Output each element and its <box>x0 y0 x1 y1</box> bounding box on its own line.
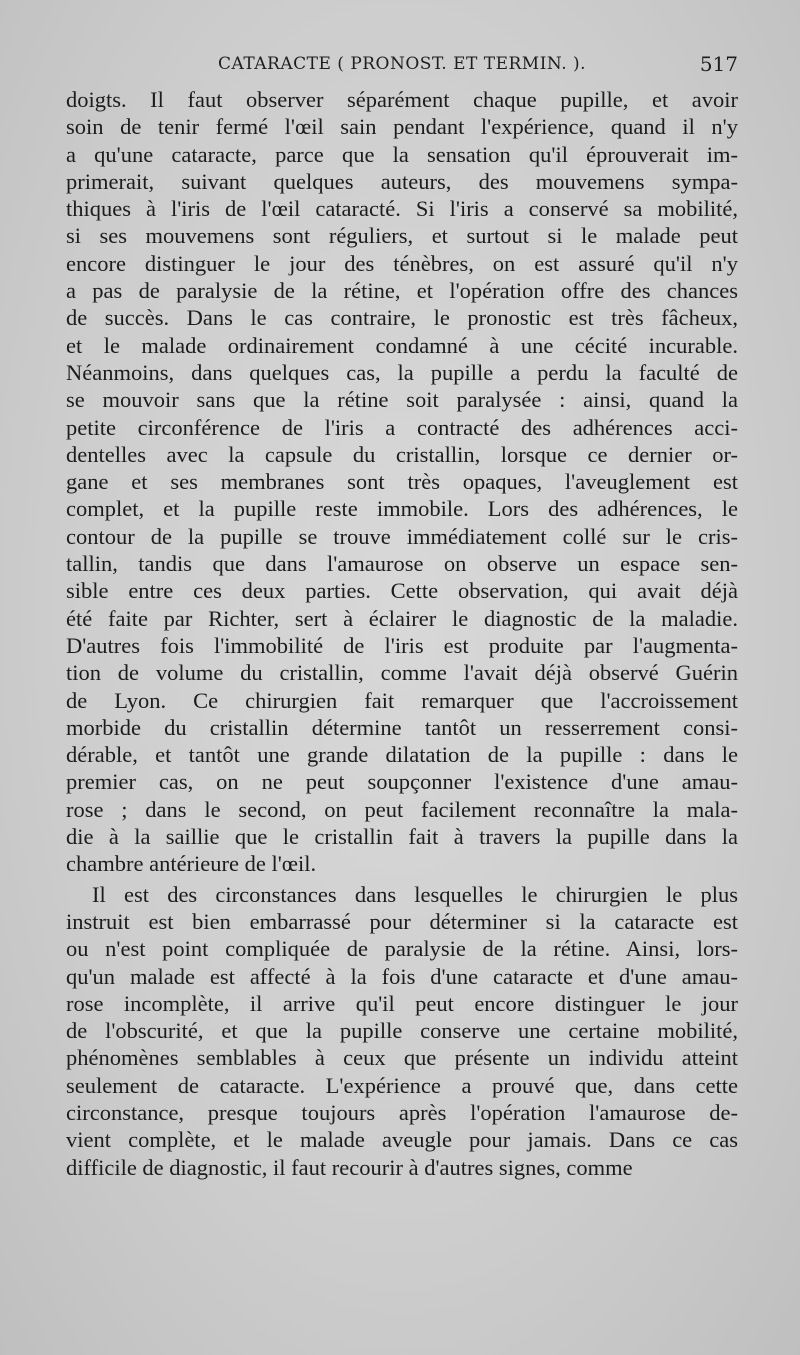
text-line: de Lyon. Ce chirurgien fait remarquer que l'accroissement <box>66 687 738 713</box>
body-text <box>66 86 738 1181</box>
text-line: tallin, tandis que dans l'amaurose on observe un espace sen- <box>66 551 738 577</box>
text-line: sible entre ces deux parties. Cette observation, qui avait déjà <box>66 578 738 604</box>
text-line: encore distinguer le jour des ténèbres, on est assuré qu'il n'y <box>66 250 738 276</box>
text-line: thiques à l'iris de l'œil cataracté. Si l'iris a conservé sa mobilité, <box>66 196 738 222</box>
text-line: ou n'est point compliquée de paralysie de la rétine. Ainsi, lors- <box>66 936 738 962</box>
text-line: qu'un malade est affecté à la fois d'une cataracte et d'une amau- <box>66 963 738 989</box>
text-line: de l'obscurité, et que la pupille conserve une certaine mobilité, <box>66 1018 738 1044</box>
paragraph-1 <box>66 86 738 878</box>
text-line: die à la saillie que le cristallin fait à travers la pupille dans la <box>66 824 738 850</box>
text-line: si ses mouvemens sont réguliers, et surtout si le malade peut <box>66 223 738 249</box>
text-line: primerait, suivant quelques auteurs, des mouvemens sympa- <box>66 168 738 194</box>
text-line: contour de la pupille se trouve immédiatement collé sur le cris- <box>66 523 738 549</box>
text-line: a qu'une cataracte, parce que la sensation qu'il éprouverait im- <box>66 141 738 167</box>
text-line: a pas de paralysie de la rétine, et l'opération offre des chances <box>66 278 738 304</box>
text-line: soin de tenir fermé l'œil sain pendant l'expérience, quand il n'y <box>66 114 738 140</box>
text-line: et le malade ordinairement condamné à une cécité incurable. <box>66 332 738 358</box>
text-line: circonstance, presque toujours après l'opération l'amaurose de- <box>66 1099 738 1125</box>
text-line: phénomènes semblables à ceux que présente un individu atteint <box>66 1045 738 1071</box>
text-line: instruit est bien embarrassé pour déterminer si la cataracte est <box>66 908 738 934</box>
text-line: rose ; dans le second, on peut facilement reconnaître la mala- <box>66 796 738 822</box>
text-line: tion de volume du cristallin, comme l'avait déjà observé Guérin <box>66 660 738 686</box>
text-line: de succès. Dans le cas contraire, le pronostic est très fâcheux, <box>66 305 738 331</box>
text-line: complet, et la pupille reste immobile. Lors des adhérences, le <box>66 496 738 522</box>
text-line: chambre antérieure de l'œil. <box>66 851 317 877</box>
text-line: difficile de diagnostic, il faut recourir à d'autres signes, comme <box>66 1154 633 1180</box>
page-number: 517 <box>699 52 738 76</box>
text-line: été faite par Richter, sert à éclairer le diagnostic de la maladie. <box>66 605 738 631</box>
text-line: dérable, et tantôt une grande dilatation de la pupille : dans le <box>66 742 738 768</box>
page-header <box>66 54 738 84</box>
text-line: gane et ses membranes sont très opaques, l'aveuglement est <box>66 469 738 495</box>
text-line: morbide du cristallin détermine tantôt un resserrement consi- <box>66 714 738 740</box>
text-line: Néanmoins, dans quelques cas, la pupille a perdu la faculté de <box>66 359 738 385</box>
text-line: dentelles avec la capsule du cristallin, lorsque ce dernier or- <box>66 441 738 467</box>
text-line: Il est des circonstances dans lesquelles le chirurgien le plus <box>92 881 738 907</box>
text-line: seulement de cataracte. L'expérience a prouvé que, dans cette <box>66 1072 738 1098</box>
text-line: doigts. Il faut observer séparément chaque pupille, et avoir <box>66 87 738 112</box>
paragraph-2 <box>66 881 738 1181</box>
text-line: premier cas, on ne peut soupçonner l'existence d'une amau- <box>66 769 738 795</box>
text-line: se mouvoir sans que la rétine soit paralysée : ainsi, quand la <box>66 387 738 413</box>
text-line: vient complète, et le malade aveugle pour jamais. Dans ce cas <box>66 1127 738 1153</box>
text-line: rose incomplète, il arrive qu'il peut encore distinguer le jour <box>66 990 738 1016</box>
text-line: D'autres fois l'immobilité de l'iris est produite par l'augmenta- <box>66 632 738 658</box>
running-title: CATARACTE ( PRONOST. ET TERMIN. ). <box>218 54 587 74</box>
text-line: petite circonférence de l'iris a contracté des adhérences acci- <box>66 414 738 440</box>
